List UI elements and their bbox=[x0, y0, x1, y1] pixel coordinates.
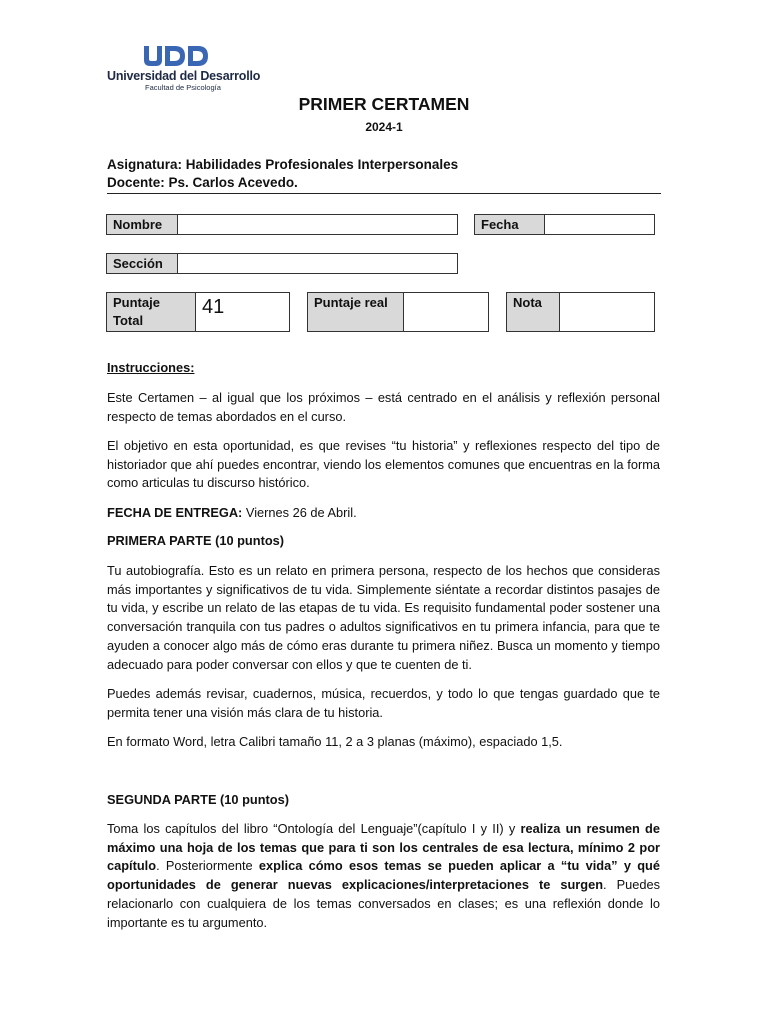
document-title: PRIMER CERTAMEN bbox=[298, 94, 470, 114]
part2-s4: explica cómo esos temas se pueden aplicar a “tu vida” y qué oportunidades de generar nuevas explicaciones/interpretaciones te surgen bbox=[107, 858, 660, 893]
udd-logo-mark bbox=[107, 44, 217, 70]
university-name: Universidad del Desarrollo bbox=[107, 69, 261, 83]
deadline-line bbox=[107, 504, 660, 523]
instructions-p2-text: El objetivo en esta oportunidad, es que revises “tu historia” y reflexiones respecto del tipo de historiador que ahí puedes encontrar, viendo los elementos comunes que encuentras en la forma como articulas tu discurso histórico. bbox=[107, 438, 660, 491]
part1-p3-text: En formato Word, letra Calibri tamaño 11, 2 a 3 planas (máximo), espaciado 1,5. bbox=[107, 734, 563, 749]
instructions-paragraph-2 bbox=[107, 437, 660, 493]
date-label: Fecha bbox=[475, 215, 545, 234]
part1-p1-text: Tu autobiografía. Esto es un relato en primera persona, respecto de los hechos que consideras más importantes y significativos de tu vida. Simplemente siéntate a recordar distintos pasajes de tu vida, y escribe un relato de las etapas de tu vida. Es requisito fundamental poder sostener una conversación tranquila con tus padres o adultos significativos en tu primera infancia, para que te ayuden a conocer algo más de cómo eras durante tu primera niñez. Busca un momento y tiempo adecuado para poder conversar con ellos y que te cuenten de ti. bbox=[107, 563, 660, 672]
real-score-label: Puntaje real bbox=[308, 293, 404, 331]
faculty-name: Facultad de Psicología bbox=[145, 83, 221, 92]
teacher-line: Docente: Ps. Carlos Acevedo. bbox=[107, 175, 298, 190]
deadline-label: FECHA DE ENTREGA: bbox=[107, 505, 243, 520]
part2-s3: . Posteriormente bbox=[156, 858, 259, 874]
part2-heading: SEGUNDA PARTE (10 puntos) bbox=[107, 792, 290, 807]
grade-label: Nota bbox=[507, 293, 560, 331]
document-year: 2024-1 bbox=[365, 120, 403, 134]
university-logo bbox=[107, 44, 267, 94]
total-score-label bbox=[107, 293, 196, 331]
name-field[interactable] bbox=[106, 214, 458, 235]
total-score-label-line1: Puntaje bbox=[113, 295, 160, 310]
total-score-value[interactable]: 41 bbox=[202, 296, 225, 318]
grade-field[interactable] bbox=[506, 292, 655, 332]
instructions-heading: Instrucciones: bbox=[107, 360, 195, 375]
part1-paragraph-2 bbox=[107, 685, 660, 722]
real-score-field[interactable] bbox=[307, 292, 489, 332]
deadline-value: Viernes 26 de Abril. bbox=[242, 505, 357, 520]
section-label: Sección bbox=[107, 254, 178, 273]
header-divider bbox=[107, 193, 661, 194]
part2-s5: . Puedes relacionarlo con cualquiera de los temas conversados en clases; es una reflexión donde lo importante es tu argumento. bbox=[107, 877, 661, 930]
part2-s1: Toma los capítulos del libro “Ontología del Lenguaje”(capítulo I y II) y bbox=[107, 821, 521, 836]
section-field[interactable] bbox=[106, 253, 458, 274]
part1-paragraph-3 bbox=[107, 733, 660, 752]
total-score-label-line2: Total bbox=[113, 313, 144, 328]
name-label: Nombre bbox=[107, 215, 178, 234]
instructions-p1-text: Este Certamen – al igual que los próximos – está centrado en el análisis y reflexión personal respecto de temas abordados en el curso. bbox=[107, 390, 660, 424]
part1-paragraph-1 bbox=[107, 562, 660, 674]
part1-p2-text: Puedes además revisar, cuadernos, música, recuerdos, y todo lo que tengas guardado que te permita tener una visión más clara de tu historia. bbox=[107, 686, 660, 720]
date-field[interactable] bbox=[474, 214, 655, 235]
total-score-field[interactable] bbox=[106, 292, 290, 332]
part2-s2: realiza un resumen de máximo una hoja de los temas que para ti son los centrales de esa lectura, mínimo 2 por capítulo bbox=[107, 821, 660, 874]
subject-line: Asignatura: Habilidades Profesionales Interpersonales bbox=[107, 157, 459, 172]
part1-heading: PRIMERA PARTE (10 puntos) bbox=[107, 533, 285, 548]
instructions-paragraph-1 bbox=[107, 389, 660, 426]
part2-paragraph bbox=[107, 820, 660, 932]
